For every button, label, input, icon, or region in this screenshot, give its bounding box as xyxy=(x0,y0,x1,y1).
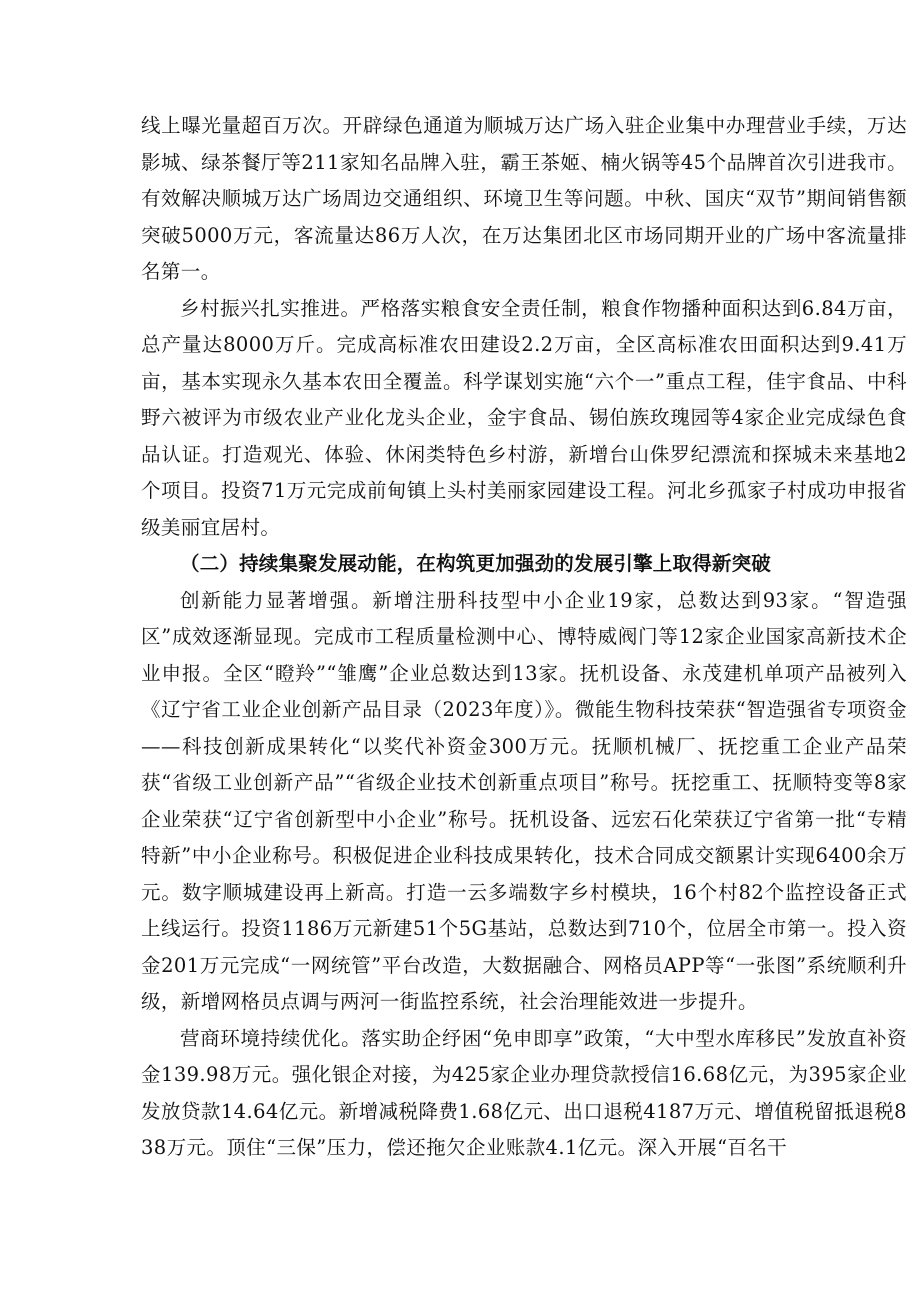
paragraph-business-environment: 营商环境持续优化。落实助企纾困“免申即享”政策，“大中型水库移民”发放直补资金139.98万元。强化银企对接，为425家企业办理贷款授信16.68亿元，为395家企业发放贷款14.64亿元。新增减税降费1.68亿元、出口退税4187万元、增值税留抵退税838万元。顶住“三保”压力，偿还拖欠企业账款4.1亿元。深入开展“百名干 xyxy=(141,1026,907,1159)
paragraph-rural-revitalization: 乡村振兴扎实推进。严格落实粮食安全责任制，粮食作物播种面积达到6.84万亩，总产量达8000万斤。完成高标准农田建设2.2万亩，全区高标准农田面积达到9.41万亩，基本实现永久基本农田全覆盖。科学谋划实施“六个一”重点工程，佳宇食品、中科野六被评为市级农业产业化龙头企业，金宇食品、锡伯族玫瑰园等4家企业完成绿色食品认证。打造观光、体验、休闲类特色乡村游，新增台山侏罗纪漂流和探城未来基地2个项目。投资71万元完成前甸镇上头村美丽家园建设工程。河北乡孤家子村成功申报省级美丽宜居村。 xyxy=(141,296,907,539)
section-heading-development-momentum: （二）持续集聚发展动能，在构筑更加强劲的发展引擎上取得新突破 xyxy=(180,552,772,575)
paragraph-innovation-capability: 创新能力显著增强。新增注册科技型中小企业19家，总数达到93家。“智造强区”成效逐渐显现。完成市工程质量检测中心、博特威阀门等12家企业国家高新技术企业申报。全区“瞪羚”“雏鹰”企业总数达到13家。抚机设备、永茂建机单项产品被列入《辽宁省工业企业创新产品目录（2023年度）》。微能生物科技荣获“智造强省专项资金——科技创新成果转化“以奖代补资金300万元。抚顺机械厂、抚挖重工企业产品荣获“省级工业创新产品”“省级企业技术创新重点项目”称号。抚挖重工、抚顺特变等8家企业荣获“辽宁省创新型中小企业”称号。抚机设备、远宏石化荣获辽宁省第一批“专精特新”中小企业称号。积极促进企业科技成果转化，技术合同成交额累计实现6400余万元。数字顺城建设再上新高。打造一云多端数字乡村模块，16个村82个监控设备正式上线运行。投资1186万元新建51个5G基站，总数达到710个，位居全市第一。投入资金201万元完成“一网统管”平台改造，大数据融合、网格员APP等“一张图”系统顺利升级，新增网格员点调与两河一街监控系统，社会治理能效进一步提升。 xyxy=(141,588,907,1013)
paragraph-commerce-continued: 线上曝光量超百万次。开辟绿色通道为顺城万达广场入驻企业集中办理营业手续，万达影城、绿茶餐厅等211家知名品牌入驻，霸王茶姬、楠火锅等45个品牌首次引进我市。有效解决顺城万达广场周边交通组织、环境卫生等问题。中秋、国庆“双节”期间销售额突破5000万元，客流量达86万人次，在万达集团北区市场同期开业的广场中客流量排名第一。 xyxy=(141,114,907,283)
document-body xyxy=(141,108,907,1167)
